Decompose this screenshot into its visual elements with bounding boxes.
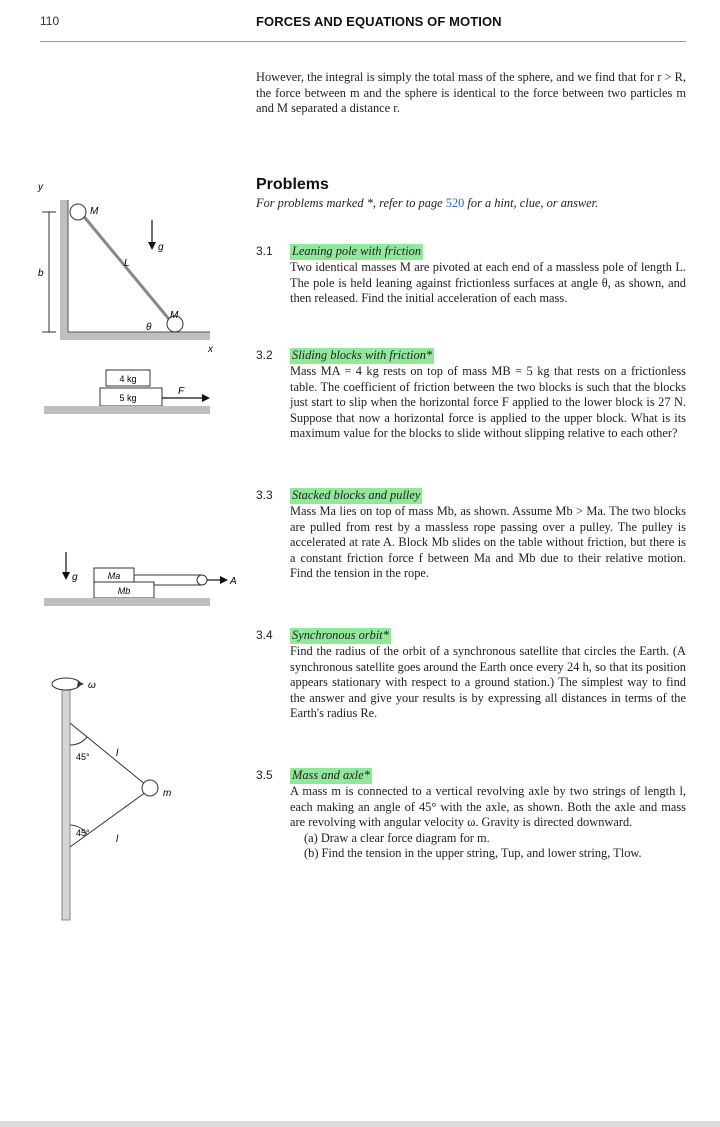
problem-body: Mass MA = 4 kg rests on top of mass MB = 5 kg that rests on a frictionless table. The coefficient of friction between the two blocks is such that the blocks just start to slip when the horizontal force F applied to the lower block is 27 N. Suppose that now a horizontal force is applied to the upper block. What is its maximum value for the blocks to slide without slipping relative to each other? [290, 364, 686, 441]
label-theta: θ [146, 322, 152, 333]
problem-title: Synchronous orbit* [292, 628, 389, 642]
label-L: L [124, 258, 130, 269]
problem-number: 3.2 [256, 348, 273, 362]
label-F: F [178, 386, 185, 397]
note-text: For problems marked *, refer to page [256, 196, 446, 210]
table [44, 598, 210, 606]
label-m-top: M [90, 206, 99, 217]
figure-mass-axle [52, 678, 171, 920]
label-angle-bottom: 45° [76, 828, 90, 838]
floor [60, 332, 210, 340]
bottom-strip [0, 1121, 720, 1127]
problems-note [256, 196, 686, 212]
label-g: g [72, 572, 78, 583]
label-upper-mass: 4 kg [119, 374, 137, 384]
figures-column [0, 0, 250, 1127]
figure-sliding-blocks [44, 370, 210, 414]
problem-number: 3.4 [256, 628, 273, 642]
label-g: g [158, 242, 164, 253]
gravity-arrowhead [148, 242, 156, 250]
label-lower-mass: 5 kg [119, 393, 137, 403]
label-mb: Mb [117, 586, 131, 596]
problem-title: Sliding blocks with friction* [292, 348, 433, 362]
problem-title: Stacked blocks and pulley [292, 488, 421, 502]
rotation-arrowhead [77, 681, 84, 687]
running-title: FORCES AND EQUATIONS OF MOTION [256, 14, 502, 29]
rotation-arrow [52, 678, 80, 690]
axle [62, 690, 70, 920]
page-number: 110 [40, 14, 60, 28]
problem-body: Mass Ma lies on top of mass Mb, as shown. Assume Mb > Ma. The two blocks are pulled from rest by a massless rope passing over a pulley. The pulley is accelerated at rate A. Block Mb slides on the table without friction, but there is a constant friction force f between Ma and Mb due to their relative motion. Find the tension in the rope. [290, 504, 686, 581]
label-m-bottom: M [170, 310, 179, 321]
note-text-end: for a hint, clue, or answer. [464, 196, 599, 210]
problem-body: Find the radius of the orbit of a synchronous satellite that circles the Earth. (A synchronous satellite goes around the Earth once every 24 h, so that its position appears stationary with respect to a ground station.) The simplest way to find the answer and give your results is by expressing all distances in terms of the Earth's radius Re. [290, 644, 686, 721]
lower-string [70, 792, 146, 847]
page-link[interactable]: 520 [445, 196, 465, 210]
problem-body: Two identical masses M are pivoted at each end of a massless pole of length L. The pole is held leaning against frictionless surfaces at angle θ, as shown, and then released. Find the initial acceleration of each mass. [290, 260, 686, 306]
table [44, 406, 210, 414]
problem-body [290, 784, 686, 862]
label-omega: ω [88, 680, 96, 691]
label-y: y [38, 182, 43, 193]
subpart-b: (b) Find the tension in the upper string, Tup, and lower string, Tlow. [304, 846, 642, 861]
angle-arc-top [70, 737, 87, 745]
label-m: m [163, 788, 172, 799]
problem-number: 3.3 [256, 488, 273, 502]
mass-m [142, 780, 158, 796]
label-x: x [208, 344, 213, 355]
label-b: b [38, 268, 44, 279]
problem-title: Leaning pole with friction [292, 244, 422, 258]
pulley [197, 575, 207, 585]
accel-arrowhead [220, 576, 228, 584]
problem-title: Mass and axle* [292, 768, 370, 782]
label-l-top: l [116, 748, 119, 759]
problem-number: 3.5 [256, 768, 273, 782]
label-l-bottom: l [116, 834, 119, 845]
gravity-arrowhead [62, 572, 70, 580]
force-arrowhead [202, 394, 210, 402]
problem-number: 3.1 [256, 244, 273, 258]
subpart-a: (a) Draw a clear force diagram for m. [304, 830, 490, 845]
label-A: A [230, 576, 237, 587]
figure-stacked-blocks [44, 552, 237, 606]
label-angle-top: 45° [76, 752, 90, 762]
intro-paragraph: However, the integral is simply the total mass of the sphere, and we find that for r > R, the force between m and the sphere is identical to the force between two particles m and M separated a distance r. [256, 70, 686, 116]
label-ma: Ma [107, 571, 121, 581]
mass-top [70, 204, 86, 220]
wall [60, 200, 68, 340]
problems-heading: Problems [256, 176, 329, 193]
figure-leaning-pole [37, 182, 214, 355]
problem-text: A mass m is connected to a vertical revolving axle by two strings of length l, each making an angle of 45° with the axle, as shown. Both the axle and mass are revolving with angular velocity ω. Gravity is directed downward. [290, 784, 686, 830]
